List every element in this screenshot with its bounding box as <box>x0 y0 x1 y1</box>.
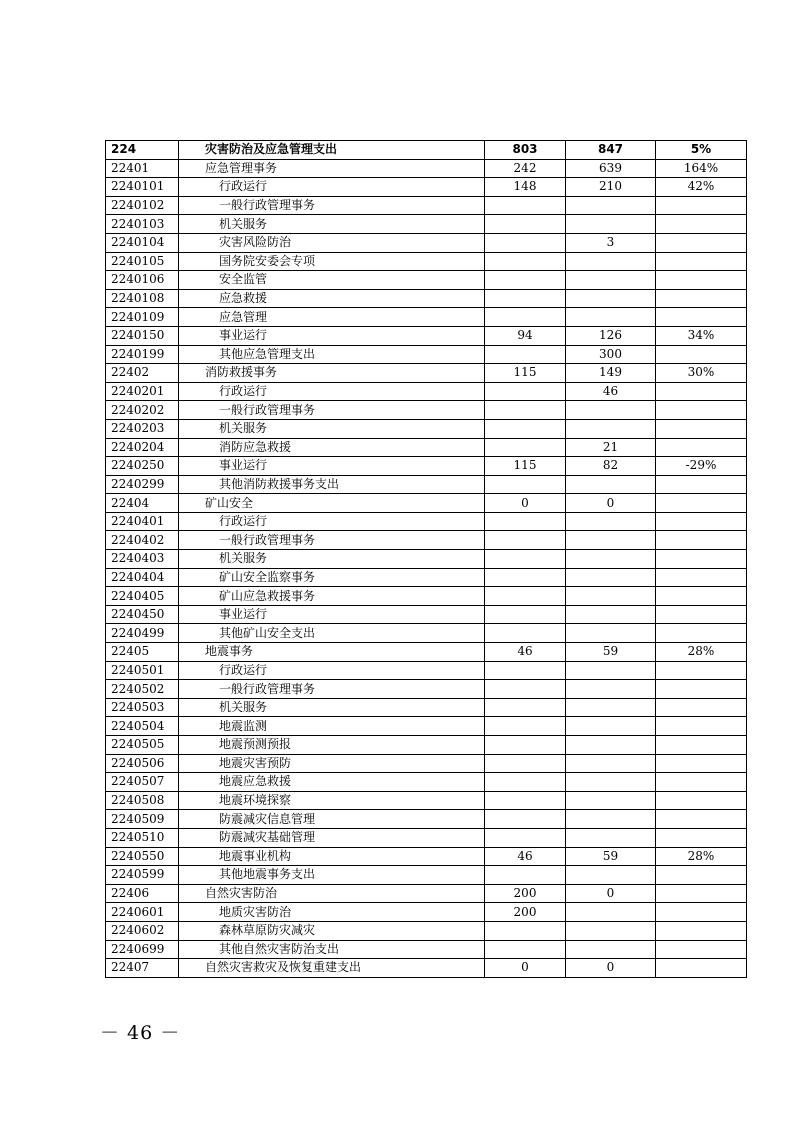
change-percent-cell <box>656 884 747 903</box>
budget-value-cell: 200 <box>485 903 566 922</box>
actual-value-cell: 149 <box>566 364 656 383</box>
table-row <box>106 289 747 308</box>
budget-value-cell: 0 <box>485 494 566 513</box>
actual-value-cell <box>566 773 656 792</box>
budget-value-cell <box>485 624 566 643</box>
name-cell: 地震预测预报 <box>179 736 485 755</box>
actual-value-cell <box>566 475 656 494</box>
code-cell: 22407 <box>106 959 179 978</box>
name-cell: 安全监管 <box>179 271 485 290</box>
budget-value-cell <box>485 215 566 234</box>
table-row <box>106 233 747 252</box>
code-cell: 2240550 <box>106 847 179 866</box>
table-row <box>106 866 747 885</box>
budget-value-cell: 94 <box>485 326 566 345</box>
budget-value-cell <box>485 531 566 550</box>
actual-value-cell: 639 <box>566 159 656 178</box>
code-cell: 2240299 <box>106 475 179 494</box>
code-cell: 2240503 <box>106 698 179 717</box>
change-percent-cell <box>656 308 747 327</box>
name-cell: 一般行政管理事务 <box>179 401 485 420</box>
actual-value-cell <box>566 791 656 810</box>
code-cell: 2240505 <box>106 736 179 755</box>
budget-value-cell <box>485 717 566 736</box>
budget-value-cell <box>485 736 566 755</box>
change-percent-cell: -29% <box>656 457 747 476</box>
code-cell: 2240104 <box>106 233 179 252</box>
code-cell: 2240504 <box>106 717 179 736</box>
code-cell: 22406 <box>106 884 179 903</box>
change-percent-cell <box>656 866 747 885</box>
name-cell: 行政运行 <box>179 512 485 531</box>
code-cell: 2240510 <box>106 828 179 847</box>
change-percent-cell <box>656 271 747 290</box>
name-cell: 消防救援事务 <box>179 364 485 383</box>
change-percent-cell <box>656 512 747 531</box>
name-cell: 其他自然灾害防治支出 <box>179 940 485 959</box>
code-cell: 2240199 <box>106 345 179 364</box>
table-row <box>106 308 747 327</box>
table-row <box>106 847 747 866</box>
table-row <box>106 810 747 829</box>
change-percent-cell <box>656 215 747 234</box>
actual-value-cell: 59 <box>566 847 656 866</box>
name-cell: 事业运行 <box>179 457 485 476</box>
name-cell: 灾害风险防治 <box>179 233 485 252</box>
name-cell: 矿山应急救援事务 <box>179 587 485 606</box>
table-row <box>106 215 747 234</box>
name-cell: 机关服务 <box>179 698 485 717</box>
code-cell: 2240204 <box>106 438 179 457</box>
name-cell: 行政运行 <box>179 178 485 197</box>
code-cell: 224 <box>106 141 179 160</box>
actual-value-cell <box>566 512 656 531</box>
name-cell: 机关服务 <box>179 215 485 234</box>
budget-value-cell <box>485 550 566 569</box>
budget-value-cell <box>485 289 566 308</box>
change-percent-cell <box>656 494 747 513</box>
actual-value-cell: 82 <box>566 457 656 476</box>
table-row <box>106 196 747 215</box>
code-cell: 2240502 <box>106 680 179 699</box>
table-row <box>106 828 747 847</box>
table-row <box>106 717 747 736</box>
actual-value-cell <box>566 271 656 290</box>
actual-value-cell <box>566 568 656 587</box>
change-percent-cell <box>656 736 747 755</box>
code-cell: 2240499 <box>106 624 179 643</box>
budget-value-cell <box>485 940 566 959</box>
table-row <box>106 624 747 643</box>
code-cell: 2240250 <box>106 457 179 476</box>
change-percent-cell: 34% <box>656 326 747 345</box>
code-cell: 2240508 <box>106 791 179 810</box>
budget-value-cell <box>485 438 566 457</box>
budget-value-cell <box>485 512 566 531</box>
name-cell: 一般行政管理事务 <box>179 531 485 550</box>
table-row <box>106 754 747 773</box>
budget-value-cell <box>485 921 566 940</box>
code-cell: 2240105 <box>106 252 179 271</box>
change-percent-cell <box>656 698 747 717</box>
actual-value-cell <box>566 661 656 680</box>
name-cell: 应急管理 <box>179 308 485 327</box>
change-percent-cell <box>656 903 747 922</box>
table-row <box>106 736 747 755</box>
change-percent-cell <box>656 587 747 606</box>
budget-value-cell <box>485 587 566 606</box>
code-cell: 2240501 <box>106 661 179 680</box>
change-percent-cell <box>656 401 747 420</box>
code-cell: 2240150 <box>106 326 179 345</box>
name-cell: 自然灾害防治 <box>179 884 485 903</box>
actual-value-cell: 126 <box>566 326 656 345</box>
budget-value-cell <box>485 698 566 717</box>
change-percent-cell <box>656 438 747 457</box>
actual-value-cell <box>566 698 656 717</box>
name-cell: 地震灾害预防 <box>179 754 485 773</box>
change-percent-cell <box>656 233 747 252</box>
table-row <box>106 698 747 717</box>
change-percent-cell <box>656 196 747 215</box>
actual-value-cell <box>566 921 656 940</box>
code-cell: 2240109 <box>106 308 179 327</box>
table-row <box>106 791 747 810</box>
budget-value-cell <box>485 810 566 829</box>
budget-value-cell <box>485 382 566 401</box>
table-row <box>106 550 747 569</box>
table-row <box>106 921 747 940</box>
name-cell: 矿山安全 <box>179 494 485 513</box>
name-cell: 森林草原防灾减灾 <box>179 921 485 940</box>
budget-value-cell: 0 <box>485 959 566 978</box>
budget-value-cell <box>485 866 566 885</box>
table-row <box>106 512 747 531</box>
name-cell: 事业运行 <box>179 326 485 345</box>
code-cell: 2240602 <box>106 921 179 940</box>
change-percent-cell <box>656 940 747 959</box>
budget-value-cell: 200 <box>485 884 566 903</box>
code-cell: 2240450 <box>106 605 179 624</box>
name-cell: 机关服务 <box>179 419 485 438</box>
name-cell: 机关服务 <box>179 550 485 569</box>
budget-value-cell <box>485 773 566 792</box>
table-row <box>106 271 747 290</box>
code-cell: 2240106 <box>106 271 179 290</box>
actual-value-cell <box>566 828 656 847</box>
table-row <box>106 364 747 383</box>
name-cell: 地震事业机构 <box>179 847 485 866</box>
actual-value-cell <box>566 605 656 624</box>
code-cell: 2240103 <box>106 215 179 234</box>
name-cell: 防震减灾信息管理 <box>179 810 485 829</box>
actual-value-cell <box>566 215 656 234</box>
code-cell: 2240202 <box>106 401 179 420</box>
code-cell: 2240699 <box>106 940 179 959</box>
code-cell: 2240509 <box>106 810 179 829</box>
actual-value-cell <box>566 289 656 308</box>
name-cell: 事业运行 <box>179 605 485 624</box>
code-cell: 22401 <box>106 159 179 178</box>
actual-value-cell <box>566 550 656 569</box>
actual-value-cell <box>566 624 656 643</box>
name-cell: 应急救援 <box>179 289 485 308</box>
name-cell: 灾害防治及应急管理支出 <box>179 141 485 160</box>
table-row <box>106 959 747 978</box>
table-row <box>106 326 747 345</box>
budget-value-cell <box>485 308 566 327</box>
actual-value-cell <box>566 754 656 773</box>
budget-value-cell: 46 <box>485 643 566 662</box>
name-cell: 其他矿山安全支出 <box>179 624 485 643</box>
change-percent-cell: 28% <box>656 847 747 866</box>
budget-value-cell <box>485 828 566 847</box>
change-percent-cell <box>656 773 747 792</box>
name-cell: 行政运行 <box>179 661 485 680</box>
change-percent-cell <box>656 754 747 773</box>
name-cell: 矿山安全监察事务 <box>179 568 485 587</box>
change-percent-cell: 30% <box>656 364 747 383</box>
change-percent-cell <box>656 959 747 978</box>
table-row <box>106 568 747 587</box>
budget-value-cell <box>485 661 566 680</box>
name-cell: 地震环境探察 <box>179 791 485 810</box>
code-cell: 2240101 <box>106 178 179 197</box>
budget-value-cell <box>485 475 566 494</box>
code-cell: 2240401 <box>106 512 179 531</box>
budget-value-cell: 46 <box>485 847 566 866</box>
table-row <box>106 494 747 513</box>
name-cell: 地震事务 <box>179 643 485 662</box>
table-row <box>106 884 747 903</box>
code-cell: 2240507 <box>106 773 179 792</box>
actual-value-cell: 59 <box>566 643 656 662</box>
code-cell: 2240201 <box>106 382 179 401</box>
table-row <box>106 587 747 606</box>
budget-value-cell <box>485 568 566 587</box>
actual-value-cell: 0 <box>566 959 656 978</box>
budget-value-cell <box>485 791 566 810</box>
budget-value-cell <box>485 233 566 252</box>
code-cell: 22405 <box>106 643 179 662</box>
budget-value-cell: 803 <box>485 141 566 160</box>
code-cell: 2240108 <box>106 289 179 308</box>
budget-value-cell: 115 <box>485 364 566 383</box>
change-percent-cell: 42% <box>656 178 747 197</box>
change-percent-cell <box>656 568 747 587</box>
name-cell: 地震监测 <box>179 717 485 736</box>
change-percent-cell <box>656 550 747 569</box>
actual-value-cell <box>566 308 656 327</box>
name-cell: 国务院安委会专项 <box>179 252 485 271</box>
budget-value-cell <box>485 345 566 364</box>
table-row <box>106 661 747 680</box>
budget-value-cell <box>485 401 566 420</box>
code-cell: 2240102 <box>106 196 179 215</box>
actual-value-cell: 0 <box>566 494 656 513</box>
name-cell: 防震减灾基础管理 <box>179 828 485 847</box>
change-percent-cell <box>656 382 747 401</box>
table-row <box>106 531 747 550</box>
table-row <box>106 141 747 160</box>
name-cell: 其他应急管理支出 <box>179 345 485 364</box>
budget-value-cell <box>485 271 566 290</box>
actual-value-cell <box>566 903 656 922</box>
budget-value-cell <box>485 252 566 271</box>
change-percent-cell <box>656 624 747 643</box>
name-cell: 其他地震事务支出 <box>179 866 485 885</box>
code-cell: 22404 <box>106 494 179 513</box>
name-cell: 一般行政管理事务 <box>179 196 485 215</box>
name-cell: 消防应急救援 <box>179 438 485 457</box>
code-cell: 2240506 <box>106 754 179 773</box>
name-cell: 应急管理事务 <box>179 159 485 178</box>
actual-value-cell: 21 <box>566 438 656 457</box>
table-body <box>106 141 747 978</box>
name-cell: 自然灾害救灾及恢复重建支出 <box>179 959 485 978</box>
actual-value-cell: 0 <box>566 884 656 903</box>
actual-value-cell <box>566 419 656 438</box>
code-cell: 2240403 <box>106 550 179 569</box>
actual-value-cell: 847 <box>566 141 656 160</box>
change-percent-cell: 5% <box>656 141 747 160</box>
table-row <box>106 605 747 624</box>
change-percent-cell <box>656 345 747 364</box>
actual-value-cell <box>566 810 656 829</box>
budget-value-cell: 242 <box>485 159 566 178</box>
code-cell: 2240601 <box>106 903 179 922</box>
actual-value-cell <box>566 866 656 885</box>
table-row <box>106 940 747 959</box>
table-row <box>106 252 747 271</box>
change-percent-cell <box>656 791 747 810</box>
name-cell: 地震应急救援 <box>179 773 485 792</box>
table-row <box>106 475 747 494</box>
table-row <box>106 159 747 178</box>
change-percent-cell <box>656 419 747 438</box>
change-percent-cell <box>656 661 747 680</box>
change-percent-cell <box>656 680 747 699</box>
change-percent-cell <box>656 475 747 494</box>
code-cell: 2240203 <box>106 419 179 438</box>
actual-value-cell <box>566 196 656 215</box>
change-percent-cell <box>656 717 747 736</box>
budget-value-cell <box>485 196 566 215</box>
table-row <box>106 903 747 922</box>
change-percent-cell <box>656 828 747 847</box>
table-row <box>106 773 747 792</box>
budget-value-cell <box>485 680 566 699</box>
budget-value-cell: 148 <box>485 178 566 197</box>
code-cell: 2240405 <box>106 587 179 606</box>
actual-value-cell <box>566 587 656 606</box>
actual-value-cell <box>566 717 656 736</box>
budget-value-cell <box>485 605 566 624</box>
change-percent-cell: 28% <box>656 643 747 662</box>
name-cell: 一般行政管理事务 <box>179 680 485 699</box>
change-percent-cell <box>656 289 747 308</box>
code-cell: 2240402 <box>106 531 179 550</box>
actual-value-cell: 46 <box>566 382 656 401</box>
code-cell: 22402 <box>106 364 179 383</box>
change-percent-cell <box>656 921 747 940</box>
code-cell: 2240599 <box>106 866 179 885</box>
actual-value-cell: 300 <box>566 345 656 364</box>
table-row <box>106 178 747 197</box>
change-percent-cell <box>656 810 747 829</box>
actual-value-cell <box>566 531 656 550</box>
table-row <box>106 419 747 438</box>
actual-value-cell <box>566 736 656 755</box>
table-row <box>106 345 747 364</box>
table-row <box>106 680 747 699</box>
table-row <box>106 401 747 420</box>
change-percent-cell <box>656 605 747 624</box>
budget-value-cell: 115 <box>485 457 566 476</box>
budget-value-cell <box>485 754 566 773</box>
table-row <box>106 438 747 457</box>
change-percent-cell: 164% <box>656 159 747 178</box>
actual-value-cell <box>566 401 656 420</box>
table-row <box>106 643 747 662</box>
table-row <box>106 382 747 401</box>
actual-value-cell <box>566 940 656 959</box>
name-cell: 地质灾害防治 <box>179 903 485 922</box>
budget-table <box>105 140 747 978</box>
page-number: － 46 － <box>100 1022 181 1044</box>
actual-value-cell: 3 <box>566 233 656 252</box>
actual-value-cell: 210 <box>566 178 656 197</box>
name-cell: 行政运行 <box>179 382 485 401</box>
change-percent-cell <box>656 531 747 550</box>
change-percent-cell <box>656 252 747 271</box>
actual-value-cell <box>566 252 656 271</box>
budget-value-cell <box>485 419 566 438</box>
actual-value-cell <box>566 680 656 699</box>
table-row <box>106 457 747 476</box>
code-cell: 2240404 <box>106 568 179 587</box>
name-cell: 其他消防救援事务支出 <box>179 475 485 494</box>
